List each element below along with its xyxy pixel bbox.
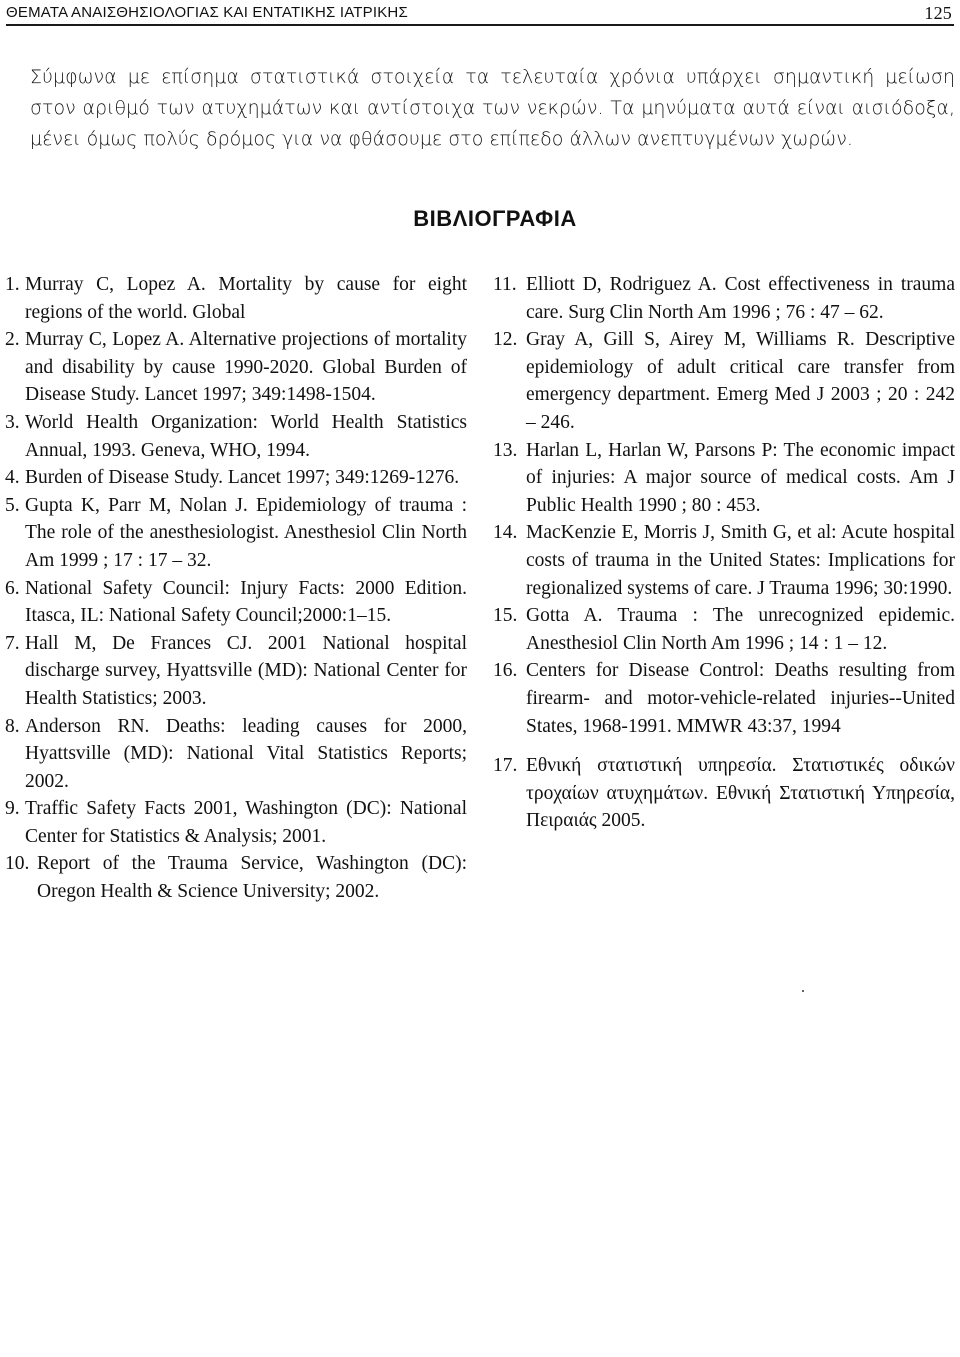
reference-text: Gupta K, Parr M, Nolan J. Epidemiology of trauma : The role of the anesthesiologist. Anesthesiol Clin North Am 1999 ; 17 : 17 – 32.: [25, 494, 467, 571]
reference-number: 1.: [5, 274, 20, 295]
reference-number: 17.: [493, 755, 518, 777]
reference-number: 3.: [5, 411, 20, 433]
reference-item: [5, 409, 467, 464]
references-left-column: [5, 271, 467, 906]
reference-number: 13.: [493, 439, 518, 461]
page-number: 125: [924, 3, 952, 23]
reference-number: 10.: [5, 853, 30, 875]
reference-text: Murray C, Lopez A. Mortality by cause for eight regions of the world. Global: [25, 274, 467, 323]
reference-text: Hall M, De Frances CJ. 2001 National hospital discharge survey, Hyattsville (MD): National Center for Health Statistics; 2003.: [25, 632, 467, 709]
reference-text: Anderson RN. Deaths: leading causes for 2000, Hyattsville (MD): National Vital Statistics Reports; 2002.: [25, 715, 467, 792]
reference-number: 11.: [493, 274, 517, 295]
reference-text: Traffic Safety Facts 2001, Washington (DC): National Center for Statistics & Analysis; 2001.: [25, 798, 467, 847]
reference-item: [5, 271, 467, 326]
reference-item: [5, 575, 467, 630]
reference-item: [493, 437, 955, 520]
stray-mark: [802, 990, 804, 992]
reference-item: [5, 326, 467, 409]
reference-item: [493, 602, 955, 657]
running-header: [6, 2, 954, 26]
reference-number: 14.: [493, 522, 518, 544]
reference-number: 2.: [5, 329, 20, 351]
reference-text: Gotta A. Trauma : The unrecognized epidemic. Anesthesiol Clin North Am 1996 ; 14 : 1 – 12.: [526, 605, 955, 654]
reference-number: 5.: [5, 494, 20, 516]
reference-text: Elliott D, Rodriguez A. Cost effectiveness in trauma care. Surg Clin North Am 1996 ; 76 : 47 – 62.: [526, 274, 955, 323]
reference-text: Centers for Disease Control: Deaths resulting from firearm- and motor-vehicle-related injuries--United States, 1968-1991. MMWR 43:37, 1994: [526, 660, 955, 737]
reference-item: [5, 795, 467, 850]
reference-text: MacKenzie E, Morris J, Smith G, et al: Acute hospital costs of trauma in the United States: Implications for regionalized systems of care. J Trauma 1996; 30:1990.: [526, 522, 955, 599]
reference-text: World Health Organization: World Health Statistics Annual, 1993. Geneva, WHO, 1994.: [25, 411, 467, 461]
reference-item: [493, 752, 955, 835]
reference-text: Εθνική στατιστική υπηρεσία. Στατιστικές οδικών τροχαίων ατυχημάτων. Εθνική Στατιστική Υπηρεσία, Πειραιάς 2005.: [526, 755, 955, 832]
reference-number: 12.: [493, 329, 518, 351]
reference-text: Report of the Trauma Service, Washington (DC): Oregon Health & Science University; 2002.: [37, 853, 467, 903]
reference-number: 8.: [5, 715, 20, 737]
reference-text: Harlan L, Harlan W, Parsons P: The economic impact of injuries: A major source of medical costs. Am J Public Health 1990 ; 80 : 453.: [526, 439, 955, 516]
reference-item: [493, 519, 955, 602]
reference-number: 7.: [5, 632, 20, 654]
reference-number: 6.: [5, 577, 20, 599]
section-heading: [0, 206, 960, 232]
section-title: ΒΙΒΛΙΟΓΡΑΦΙΑ: [413, 206, 577, 231]
reference-item: [493, 657, 955, 740]
reference-text: Burden of Disease Study. Lancet 1997; 349:1269-1276.: [25, 467, 460, 489]
reference-item: [5, 630, 467, 713]
reference-text: National Safety Council: Injury Facts: 2000 Edition. Itasca, IL: National Safety Council;2000:1–15.: [25, 577, 467, 627]
reference-number: 9.: [5, 798, 20, 820]
reference-number: 15.: [493, 605, 518, 627]
reference-item: [5, 850, 467, 905]
reference-item: [493, 326, 955, 436]
reference-text: Murray C, Lopez A. Alternative projections of mortality and disability by cause 1990-2020. Global Burden of Disease Study. Lancet 1997; 349:1498-1504.: [25, 329, 467, 406]
reference-number: 16.: [493, 660, 518, 682]
reference-item: [5, 492, 467, 575]
reference-number: 4.: [5, 467, 20, 489]
reference-text: Gray A, Gill S, Airey M, Williams R. Descriptive epidemiology of adult critical care transfer from emergency department. Emerg Med J 2003 ; 20 : 242 – 246.: [526, 329, 955, 433]
reference-item: [5, 464, 467, 492]
reference-item: [5, 713, 467, 796]
references-right-column: [493, 271, 955, 835]
intro-paragraph: Σύμφωνα με επίσημα στατιστικά στοιχεία τα τελευταία χρόνια υπάρχει σημαντική μείωση στον αριθμό των ατυχημάτων και αντίστοιχα των νεκρών. Τα μηνύματα αυτά είναι αισιόδοξα, μένει όμως πολύς δρόμος για να φθάσουμε στο επίπεδο άλλων ανεπτυγμένων χωρών.: [30, 66, 955, 150]
journal-title: ΘΕΜΑΤΑ ΑΝΑΙΣΘΗΣΙΟΛΟΓΙΑΣ ΚΑΙ ΕΝΤΑΤΙΚΗΣ ΙΑΤΡΙΚΗΣ: [6, 4, 408, 21]
reference-item: [493, 271, 955, 326]
